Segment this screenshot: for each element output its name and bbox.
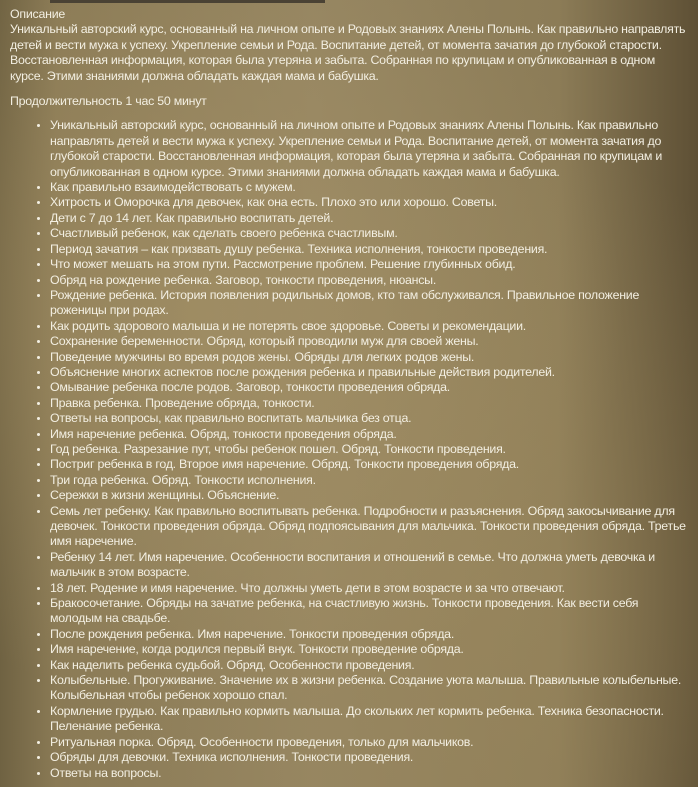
top-bar: [50, 0, 325, 3]
course-description: [10, 7, 690, 781]
list-item: • Как наделить ребенка судьбой. Обряд. Особенности проведения.: [50, 658, 690, 673]
list-item: • Правка ребенка. Проведение обряда, тонкости.: [50, 396, 690, 411]
list-item: • 18 лет. Родение и имя наречение. Что должны уметь дети в этом возрасте и за что отвечают.: [50, 581, 690, 596]
list-item: • Рождение ребенка. История появления родильных домов, кто там обслуживался. Правильное положение роженицы при родах.: [50, 288, 690, 319]
list-item: • Сережки в жизни женщины. Объяснение.: [50, 488, 690, 503]
list-item: • Счастливый ребенок, как сделать своего ребенка счастливым.: [50, 226, 690, 241]
list-item: • Поведение мужчины во время родов жены. Обряды для легких родов жены.: [50, 350, 690, 365]
duration: Продолжительность 1 час 50 минут: [10, 94, 207, 109]
list-item: • Год ребенка. Разрезание пут, чтобы ребенок пошел. Обряд. Тонкости проведения.: [50, 442, 690, 457]
list-item: • Бракосочетание. Обряды на зачатие ребенка, на счастливую жизнь. Тонкости проведения. Как вести себя молодым на свадьбе.: [50, 596, 690, 627]
list-item: • Обряды для девочки. Техника исполнения. Тонкости проведения.: [50, 750, 690, 765]
list-item: • Кормление грудью. Как правильно кормить малыша. До скольких лет кормить ребенка. Техника безопасности. Пеленание ребенка.: [50, 704, 690, 735]
list-item: • Как правильно взаимодействовать с мужем.: [50, 180, 690, 195]
description-heading: Описание: [10, 7, 66, 21]
topics-list: [10, 118, 690, 780]
list-item: • Ритуальная порка. Обряд. Особенности проведения, только для мальчиков.: [50, 735, 690, 750]
list-item: • После рождения ребенка. Имя наречение. Тонкости проведения обряда.: [50, 627, 690, 642]
list-item: • Ребенку 14 лет. Имя наречение. Особенности воспитания и отношений в семье. Что должна уметь девочка и мальчик в этом возрасте.: [50, 550, 690, 581]
list-item: • Период зачатия – как призвать душу ребенка. Техника исполнения, тонкости проведения.: [50, 242, 690, 257]
list-item: • Обряд на рождение ребенка. Заговор, тонкости проведения, нюансы.: [50, 273, 690, 288]
list-item: • Что может мешать на этом пути. Рассмотрение проблем. Решение глубинных обид.: [50, 257, 690, 272]
list-item: • Омывание ребенка после родов. Заговор, тонкости проведения обряда.: [50, 380, 690, 395]
list-item: • Сохранение беременности. Обряд, который проводили муж для своей жены.: [50, 334, 690, 349]
list-item: • Ответы на вопросы, как правильно воспитать мальчика без отца.: [50, 411, 690, 426]
list-item: • Три года ребенка. Обряд. Тонкости исполнения.: [50, 473, 690, 488]
list-item: • Имя наречение, когда родился первый внук. Тонкости проведение обряда.: [50, 642, 690, 657]
list-item: • Как родить здорового малыша и не потерять свое здоровье. Советы и рекомендации.: [50, 319, 690, 334]
list-item: • Хитрость и Оморочка для девочек, как она есть. Плохо это или хорошо. Советы.: [50, 195, 690, 210]
list-item: • Колыбельные. Прогуживание. Значение их в жизни ребенка. Создание уюта малыша. Правильные колыбельные. Колыбельная чтобы ребенок хорошо спал.: [50, 673, 690, 704]
list-item: • Дети с 7 до 14 лет. Как правильно воспитать детей.: [50, 211, 690, 226]
list-item: • Объяснение многих аспектов после рождения ребенка и правильные действия родителей.: [50, 365, 690, 380]
list-item: • Имя наречение ребенка. Обряд, тонкости проведения обряда.: [50, 427, 690, 442]
list-item: • Постриг ребенка в год. Второе имя наречение. Обряд. Тонкости проведения обряда.: [50, 457, 690, 472]
list-item: • Семь лет ребенку. Как правильно воспитывать ребенка. Подробности и разъяснения. Обряд закосычивание для девочек. Тонкости проведения обряда. Обряд подпоясывания для мальчика. Тонкости проведения обряда. Третье имя наречение.: [50, 504, 690, 550]
list-item: • Ответы на вопросы.: [50, 766, 690, 781]
list-item: • Уникальный авторский курс, основанный на личном опыте и Родовых знаниях Алены Полынь. Как правильно направлять детей и вести мужа к успеху. Укрепление семьи и Рода. Воспитание детей, от момента зачатия до глубокой старости. Восстановленная информация, которая была утеряна и забыта. Собранная по крупицам и опубликованная в одном курсе. Этими знаниями должна обладать каждая мама и бабушка.: [50, 118, 690, 180]
description-text: Уникальный авторский курс, основанный на личном опыте и Родовых знаниях Алены Полынь. Как правильно направлять детей и вести мужа к успеху. Укрепление семьи и Рода. Воспитание детей, от момента зачатия до глубокой старости. Восстановленная информация, которая была утеряна и забыта. Собранная по крупицам и опубликованная в одном курсе. Этими знаниями должна обладать каждая мама и бабушка.: [10, 22, 686, 83]
